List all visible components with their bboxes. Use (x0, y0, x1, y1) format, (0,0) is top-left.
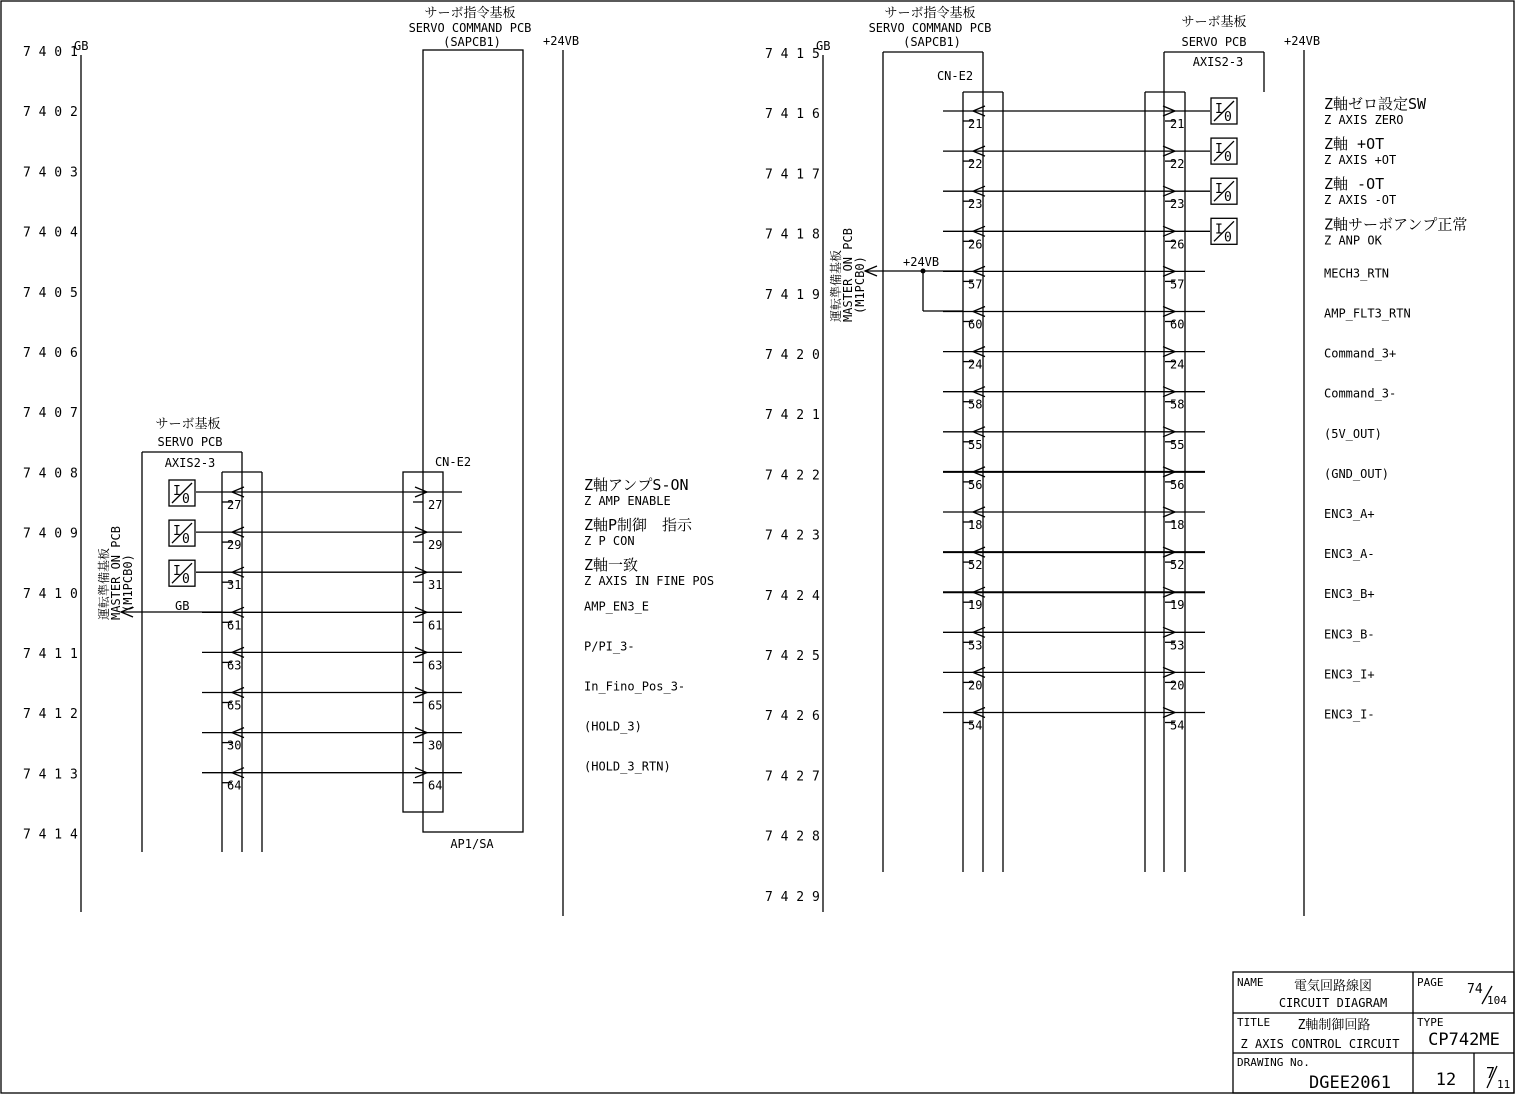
signal-name: ENC3_B- (1324, 627, 1375, 642)
signal-name: ENC3_B+ (1324, 587, 1375, 602)
pin-left: 58 (968, 397, 983, 412)
pin-right: 31 (428, 578, 443, 593)
servo-pcb-en: SERVO PCB (157, 435, 223, 449)
pin-left: 63 (227, 658, 242, 673)
signal-row (943, 135, 1396, 171)
pin-right: 65 (428, 698, 443, 713)
io-symbol (1211, 98, 1237, 125)
servo-pcb-en: SERVO PCB (1181, 35, 1247, 49)
pin-left: 55 (968, 437, 983, 452)
servo-cmd-jp: サーボ指令基板 (424, 6, 516, 21)
pin-left: 22 (968, 157, 983, 172)
servo-cmd-id: (SAPCB1) (903, 35, 961, 49)
io-i: I (1215, 222, 1223, 238)
line-number: 7 4 0 6 (23, 346, 78, 361)
line-number: 7 4 0 3 (23, 165, 78, 181)
io-symbol (169, 480, 195, 507)
sheet-total: 11 (1497, 1078, 1511, 1091)
type-label: TYPE (1417, 1016, 1444, 1029)
pin-right: 58 (1170, 397, 1185, 412)
signal-name: (HOLD_3) (584, 719, 642, 734)
pin-left: 60 (968, 317, 983, 332)
pin-right: 18 (1170, 518, 1185, 532)
signal-name: ENC3_I- (1324, 707, 1375, 722)
pin-right: 53 (1170, 638, 1185, 653)
pin-left: 27 (227, 498, 242, 512)
pin-left: 61 (227, 618, 242, 633)
line-number: 7 4 0 9 (23, 526, 78, 542)
signal-name: Z軸 +OT (1324, 135, 1385, 154)
pin-right: 21 (1170, 117, 1185, 131)
master-id: (M1PCB0) (853, 256, 867, 314)
name-label: NAME (1237, 976, 1264, 989)
servo-cmd-jp: サーボ指令基板 (884, 6, 976, 21)
line-number: 7 4 1 6 (765, 107, 820, 123)
pin-left: 18 (968, 518, 983, 532)
line-number: 7 4 2 8 (765, 829, 820, 845)
name-en: CIRCUIT DIAGRAM (1278, 996, 1388, 1010)
signal-name-en: Z P CON (584, 534, 635, 549)
pin-right: 64 (428, 778, 443, 793)
signal-row (943, 307, 1411, 332)
servo-cmd-box (423, 50, 523, 832)
v24-label: +24VB (1284, 34, 1321, 48)
signal-row (943, 507, 1375, 532)
gb-label: GB (816, 39, 831, 53)
io-o: 0 (182, 532, 190, 548)
line-number: 7 4 2 3 (765, 528, 820, 544)
master-jp: 運転準備基板 (829, 249, 843, 322)
master-en: MASTER ON PCB (841, 228, 855, 322)
v24-label: +24VB (543, 34, 580, 48)
drawing-label: DRAWING No. (1237, 1056, 1310, 1069)
line-number: 7 4 2 6 (765, 709, 820, 725)
cne2-label: CN-E2 (936, 69, 974, 83)
gb-label: GB (74, 39, 89, 53)
pin-left: 57 (968, 277, 983, 292)
line-number: 7 4 2 1 (765, 408, 820, 424)
signal-name: ENC3_I+ (1324, 667, 1375, 682)
pin-right: 27 (428, 498, 443, 512)
io-i: I (1215, 102, 1223, 117)
pin-right: 30 (428, 738, 443, 753)
pin-left: 64 (227, 778, 242, 793)
line-number: 7 4 0 2 (23, 105, 78, 121)
pin-right: 61 (428, 618, 443, 633)
line-number: 7 4 1 0 (23, 586, 78, 602)
signal-name: Command_3- (1324, 386, 1397, 401)
pin-left: 30 (227, 738, 242, 753)
signal-row (943, 347, 1396, 372)
signal-name-en: Z AXIS ZERO (1324, 113, 1404, 127)
pin-left: 20 (968, 678, 983, 693)
io-symbol (1211, 218, 1237, 245)
master-on-label (96, 526, 135, 620)
pin-right: 56 (1170, 477, 1185, 492)
title-block (1233, 972, 1514, 1093)
signal-row (169, 516, 693, 552)
signal-name: ENC3_A- (1324, 547, 1375, 562)
io-o: 0 (1224, 110, 1232, 125)
line-number: 7 4 0 4 (23, 225, 78, 241)
line-number: 7 4 0 8 (23, 466, 78, 482)
pin-right: 54 (1170, 718, 1185, 733)
pin-left: 31 (227, 578, 242, 593)
pin-right: 22 (1170, 157, 1185, 172)
pin-left: 29 (227, 538, 242, 553)
signal-row (943, 547, 1375, 572)
name-jp: 電気回路線図 (1293, 979, 1373, 994)
servo-pcb-id: AXIS2-3 (1192, 55, 1244, 69)
junction-dot (921, 269, 926, 274)
signal-name: Z軸アンプS-ON (584, 476, 689, 494)
signal-row (943, 587, 1375, 612)
io-o: 0 (1224, 150, 1232, 166)
io-symbol (1211, 138, 1237, 165)
servo-cmd-en: SERVO COMMAND PCB (408, 21, 532, 35)
signal-row (943, 266, 1389, 291)
io-symbol (1211, 178, 1237, 205)
rev-value: 12 (1435, 1070, 1457, 1090)
signal-row (202, 639, 635, 672)
pin-left: 21 (968, 117, 983, 131)
signal-name: Z軸一致 (584, 556, 639, 575)
servo-pcb-id: AXIS2-3 (164, 456, 216, 470)
line-number: 7 4 1 7 (765, 167, 820, 183)
pin-left: 53 (968, 638, 983, 653)
signal-name: Z軸サーボアンプ正常 (1324, 215, 1468, 234)
line-number: 7 4 0 7 (23, 406, 78, 422)
line-number: 7 4 1 5 (765, 47, 820, 62)
signal-name: (5V_OUT) (1324, 426, 1382, 441)
line-number: 7 4 2 0 (765, 348, 820, 363)
signal-name: Z軸 -OT (1324, 175, 1385, 194)
gb-arrow-label: GB (175, 599, 190, 613)
master-id: (M1PCB0) (121, 554, 135, 612)
line-number: 7 4 2 4 (765, 588, 820, 604)
signal-name: AMP_FLT3_RTN (1324, 306, 1411, 321)
title-label: TITLE (1237, 1016, 1271, 1029)
pin-left: 52 (968, 558, 983, 573)
io-symbol (169, 520, 195, 547)
master-en: MASTER ON PCB (109, 526, 123, 620)
pin-left: 26 (968, 237, 983, 252)
pin-left: 56 (968, 477, 983, 492)
v24-tap-label: +24VB (903, 255, 940, 269)
signal-row (943, 387, 1396, 412)
line-number: 7 4 1 3 (23, 767, 78, 783)
io-symbol (169, 560, 195, 587)
page-num: 74 (1467, 982, 1483, 997)
pin-left: 24 (968, 357, 983, 372)
io-i: I (1215, 182, 1223, 198)
line-number: 7 4 2 2 (765, 468, 820, 484)
signal-row (943, 427, 1382, 452)
pin-right: 26 (1170, 237, 1185, 252)
pin-right: 52 (1170, 558, 1185, 573)
signal-row (943, 467, 1389, 492)
signal-row (943, 667, 1375, 692)
page-total: 104 (1487, 994, 1507, 1007)
signal-name: MECH3_RTN (1324, 266, 1390, 281)
line-number: 7 4 0 5 (23, 285, 78, 301)
signal-name-en: Z AXIS +OT (1324, 153, 1397, 168)
signal-name-en: Z AMP ENABLE (584, 494, 671, 508)
signal-row (943, 708, 1375, 733)
pin-right: 19 (1170, 598, 1185, 613)
pin-right: 29 (428, 538, 443, 553)
signal-row (943, 215, 1467, 251)
signal-name: (GND_OUT) (1324, 466, 1390, 481)
pin-left: 19 (968, 598, 983, 613)
title-en: Z AXIS CONTROL CIRCUIT (1240, 1037, 1400, 1051)
signal-name: In_Fino_Pos_3- (584, 679, 686, 694)
page-label: PAGE (1417, 976, 1444, 989)
ap1sa-label: AP1/SA (450, 837, 494, 851)
line-number: 7 4 2 5 (765, 649, 820, 664)
title-jp: Z軸制御回路 (1297, 1018, 1371, 1033)
signal-row (202, 720, 642, 753)
io-o: 0 (182, 572, 190, 588)
pin-right: 57 (1170, 277, 1185, 292)
servo-pcb-jp: サーボ基板 (155, 417, 221, 432)
signal-name: Z軸P制御 指示 (584, 516, 693, 535)
cne2-label: CN-E2 (434, 455, 472, 469)
signal-name: (HOLD_3_RTN) (584, 759, 671, 774)
right-circuit (765, 5, 1467, 916)
left-circuit (23, 5, 714, 916)
signal-name: ENC3_A+ (1324, 507, 1375, 521)
signal-name-en: Z AXIS IN FINE POS (584, 574, 715, 589)
pin-right: 24 (1170, 357, 1185, 372)
servo-cmd-id: (SAPCB1) (443, 35, 501, 49)
signal-name-en: Z AXIS -OT (1324, 193, 1397, 208)
sheet-num: 7 (1486, 1064, 1496, 1082)
line-number: 7 4 0 1 (23, 45, 78, 60)
signal-row (169, 556, 714, 592)
pin-right: 20 (1170, 678, 1185, 693)
signal-row (943, 627, 1375, 652)
master-jp: 運転準備基板 (97, 547, 111, 620)
io-o: 0 (1224, 230, 1232, 246)
io-i: I (173, 484, 181, 499)
line-number: 7 4 1 2 (23, 707, 78, 723)
signal-name: Z軸ゼロ設定SW (1324, 95, 1427, 113)
signal-row (943, 175, 1396, 211)
pin-left: 54 (968, 718, 983, 733)
io-i: I (173, 564, 181, 580)
line-number: 7 4 1 8 (765, 227, 820, 243)
io-i: I (1215, 142, 1223, 158)
servo-cmd-en: SERVO COMMAND PCB (868, 21, 992, 35)
pin-right: 63 (428, 658, 443, 673)
servo-pcb-jp: サーボ基板 (1181, 15, 1247, 30)
pin-left: 23 (968, 197, 983, 212)
line-number: 7 4 1 4 (23, 827, 78, 843)
signal-name: P/PI_3- (584, 639, 635, 654)
signal-row (202, 760, 671, 793)
drawing-no: DGEE2061 (1309, 1073, 1391, 1093)
pin-left: 65 (227, 698, 242, 713)
pin-right: 55 (1170, 437, 1185, 452)
io-o: 0 (182, 492, 190, 507)
signal-name: AMP_EN3_E (584, 599, 650, 614)
type-value: CP742ME (1428, 1030, 1500, 1050)
io-i: I (173, 524, 181, 540)
signal-name-en: Z ANP OK (1324, 233, 1382, 248)
pin-right: 60 (1170, 317, 1185, 332)
master-on-label (828, 228, 867, 322)
line-number: 7 4 1 9 (765, 287, 820, 303)
line-number: 7 4 1 1 (23, 647, 78, 662)
signal-row (169, 476, 689, 512)
signal-name: Command_3+ (1324, 346, 1397, 361)
line-number: 7 4 2 9 (765, 889, 820, 905)
signal-row (202, 599, 649, 632)
io-o: 0 (1224, 190, 1232, 206)
line-number: 7 4 2 7 (765, 769, 820, 785)
pin-right: 23 (1170, 197, 1185, 212)
